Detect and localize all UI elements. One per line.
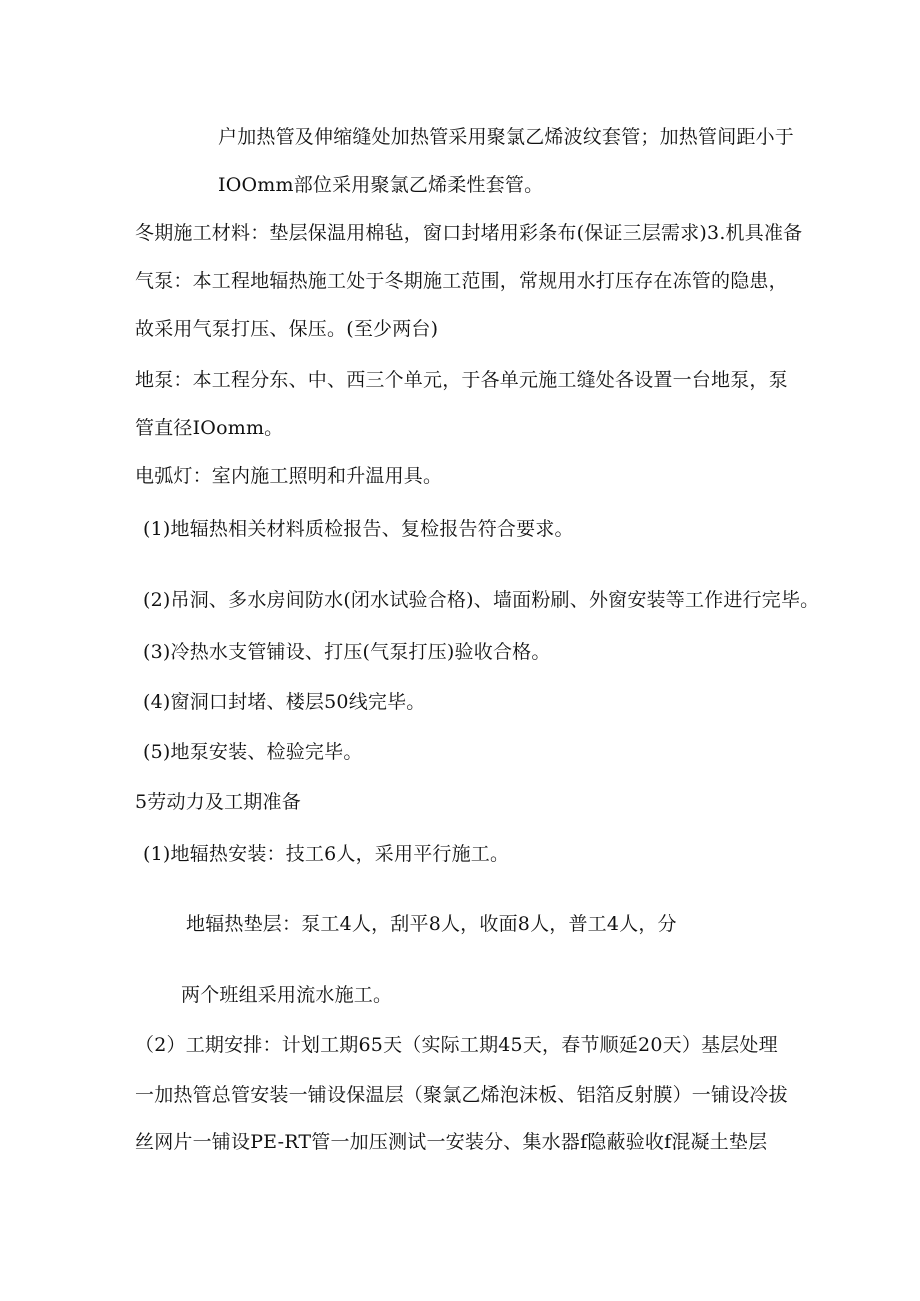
text-line-7: 管直径IOomm。	[135, 417, 284, 439]
text-line-17: 两个班组采用流水施工。	[181, 984, 393, 1006]
text-line-2: IOOmm部位采用聚氯乙烯柔性套管。	[218, 174, 544, 196]
text-line-6: 地泵：本工程分东、中、西三个单元，于各单元施工缝处各设置一台地泵，泵	[135, 369, 788, 391]
text-line-15: (1)地辐热安装：技工6人，采用平行施工。	[143, 843, 510, 865]
text-line-20: 丝网片一铺设PE-RT管一加压测试一安装分、集水器f隐蔽验收f混凝土垫层	[135, 1131, 768, 1153]
text-line-1: 户加热管及伸缩缝处加热管采用聚氯乙烯波纹套管；加热管间距小于	[218, 126, 795, 148]
section-heading: 5劳动力及工期准备	[135, 791, 301, 813]
text-line-5: 故采用气泵打压、保压。(至少两台)	[135, 318, 439, 340]
text-line-11: (3)冷热水支管铺设、打压(气泵打压)验收合格。	[143, 641, 551, 663]
text-line-9: (1)地辐热相关材料质检报告、复检报告符合要求。	[143, 518, 574, 540]
text-line-18: （2）工期安排：计划工期65天（实际工期45天，春节顺延20天）基层处理	[135, 1034, 778, 1056]
text-line-12: (4)窗洞口封堵、楼层50线完毕。	[143, 691, 426, 713]
text-line-8: 电弧灯：室内施工照明和升温用具。	[135, 465, 443, 487]
text-line-3: 冬期施工材料：垫层保温用棉毡，窗口封堵用彩条布(保证三层需求)3.机具准备	[135, 222, 803, 244]
text-line-19: 一加热管总管安装一铺设保温层（聚氯乙烯泡沫板、铝箔反射膜）一铺设冷拔	[135, 1084, 788, 1106]
text-line-13: (5)地泵安装、检验完毕。	[143, 741, 363, 763]
text-line-16: 地辐热垫层：泵工4人，刮平8人，收面8人，普工4人，分	[186, 913, 677, 935]
text-line-10: (2)吊洞、多水房间防水(闭水试验合格)、墙面粉刷、外窗安装等工作进行完毕。	[143, 589, 820, 611]
text-line-4: 气泵：本工程地辐热施工处于冬期施工范围，常规用水打压存在冻管的隐患，	[135, 270, 788, 292]
